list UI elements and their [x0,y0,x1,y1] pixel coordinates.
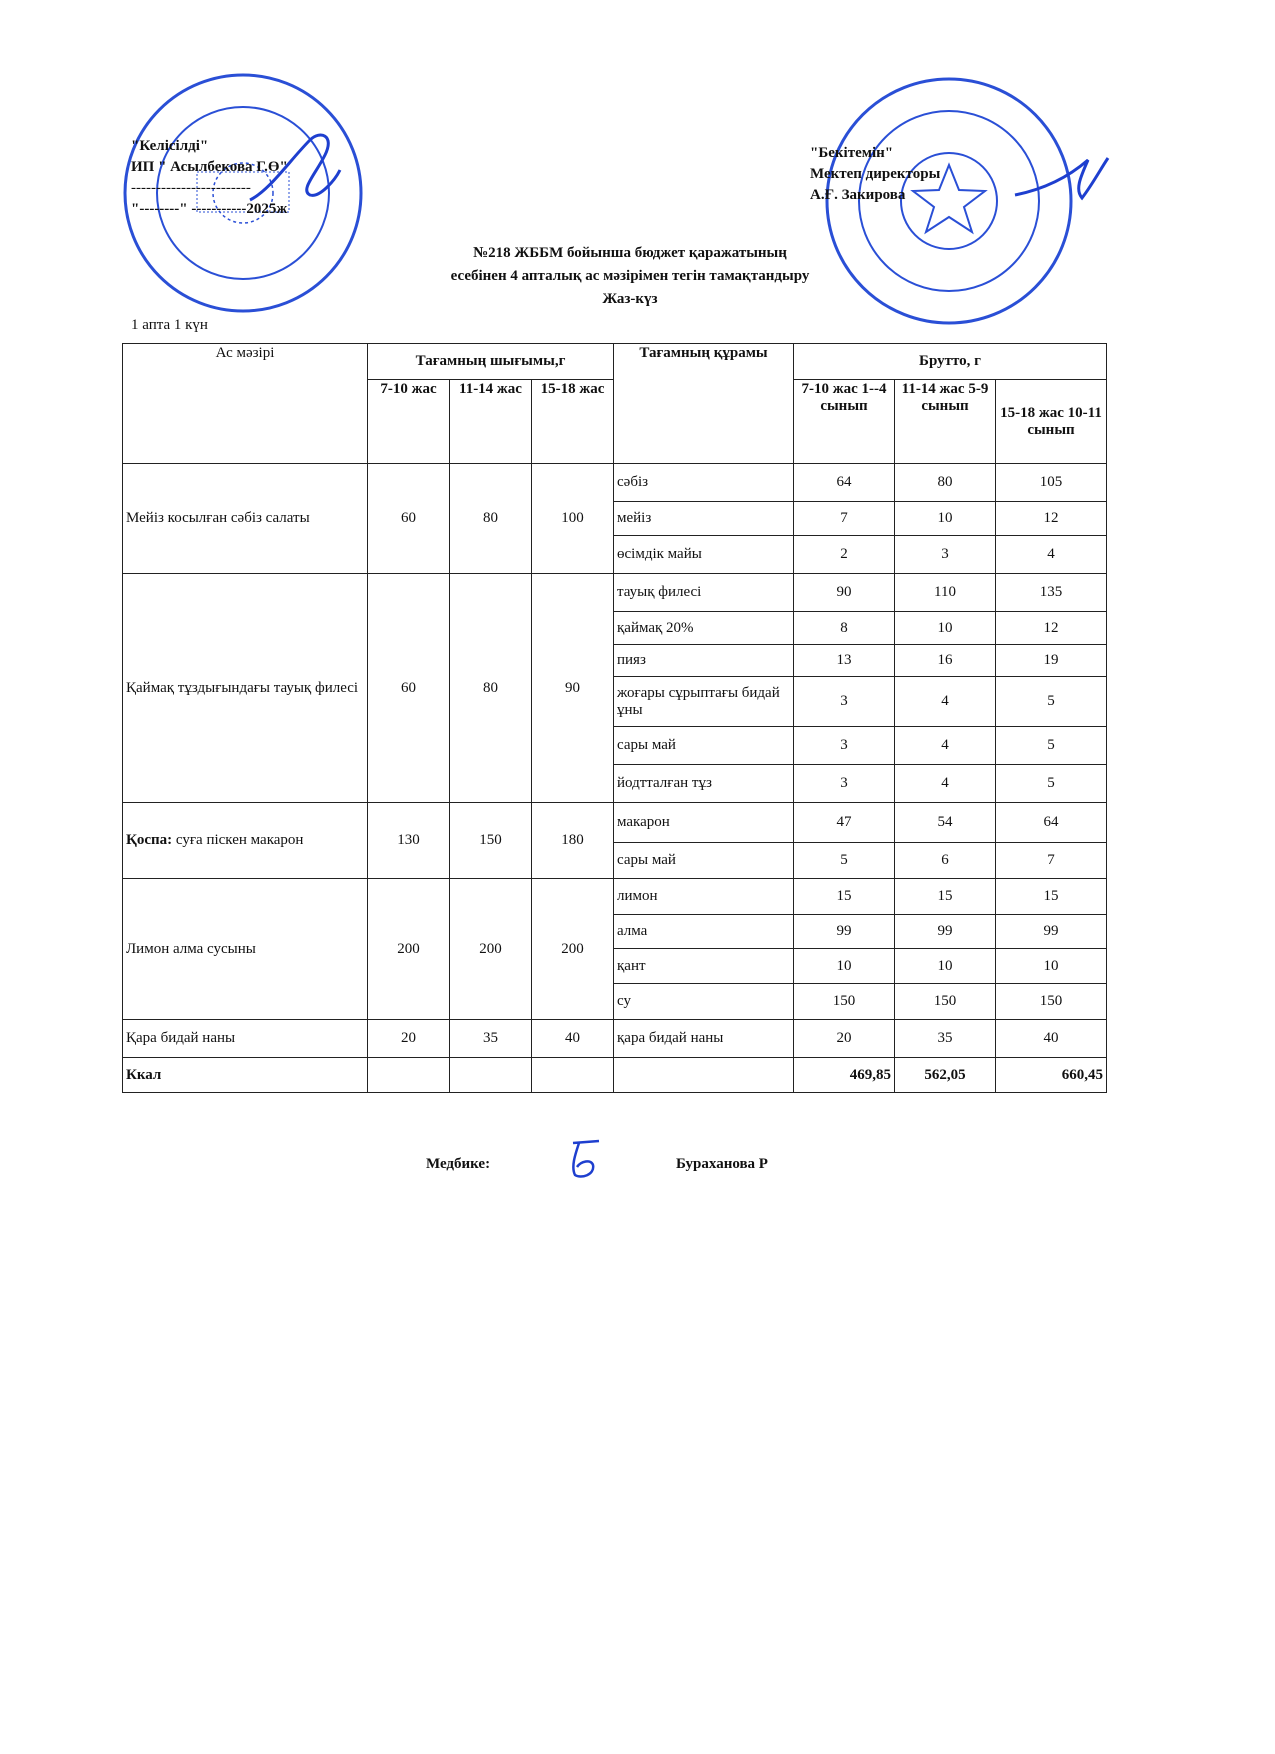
title-line-1: №218 ЖББМ бойынша бюджет қаражатының [473,245,787,261]
brutto-11-14: 16 [895,645,996,677]
brutto-7-10: 3 [794,677,895,727]
menu-table [122,343,1107,1093]
table-row [123,574,1107,612]
header-output: Тағамның шығымы,г [368,344,614,380]
title-line-3: Жаз-күз [602,291,658,307]
brutto-11-14: 10 [895,612,996,645]
brutto-15-18: 135 [996,574,1107,612]
table-row [123,803,1107,843]
dish-name-text: суға піскен макарон [172,832,304,848]
kcal-11-14: 562,05 [895,1058,996,1093]
header-brutto-11-14: 11-14 жас 5-9 сынып [895,380,996,464]
brutto-7-10: 10 [794,949,895,984]
brutto-15-18: 7 [996,843,1107,879]
brutto-11-14: 110 [895,574,996,612]
brutto-15-18: 40 [996,1020,1107,1058]
brutto-15-18: 4 [996,536,1107,574]
output-15-18: 200 [532,879,614,1020]
ingredient: пияз [614,645,794,677]
output-7-10: 130 [368,803,450,879]
nurse-name: Бураханова Р [676,1156,768,1172]
ingredient: сары май [614,727,794,765]
brutto-7-10: 15 [794,879,895,915]
empty-cell [532,1058,614,1093]
brutto-11-14: 4 [895,727,996,765]
brutto-11-14: 4 [895,677,996,727]
brutto-7-10: 13 [794,645,895,677]
header-composition: Тағамның құрамы [614,344,794,464]
director-title: Мектеп директоры [810,166,941,182]
ingredient: сары май [614,843,794,879]
ingredient: алма [614,915,794,949]
dish-name: Қаймақ тұздығындағы тауық филесі [123,574,368,803]
header-out-11-14: 11-14 жас [450,380,532,464]
brutto-11-14: 99 [895,915,996,949]
brutto-15-18: 5 [996,727,1107,765]
kcal-7-10: 469,85 [794,1058,895,1093]
output-15-18: 40 [532,1020,614,1058]
header-brutto: Брутто, г [794,344,1107,380]
output-7-10: 60 [368,464,450,574]
ingredient: тауық филесі [614,574,794,612]
empty-cell [614,1058,794,1093]
total-row [123,1058,1107,1093]
dish-name: Лимон алма сусыны [123,879,368,1020]
brutto-15-18: 150 [996,984,1107,1020]
title-line-2: есебінен 4 апталық ас мәзірімен тегін тамақтандыру [450,268,810,284]
header-menu: Ас мәзірі [123,344,368,464]
output-11-14: 80 [450,574,532,803]
kcal-15-18: 660,45 [996,1058,1107,1093]
brutto-15-18: 5 [996,677,1107,727]
approval-right [810,143,940,206]
brutto-15-18: 12 [996,612,1107,645]
brutto-7-10: 150 [794,984,895,1020]
brutto-7-10: 90 [794,574,895,612]
approval-left [131,136,288,220]
brutto-7-10: 5 [794,843,895,879]
nurse-role: Медбике: [426,1156,491,1172]
brutto-7-10: 7 [794,502,895,536]
brutto-11-14: 10 [895,502,996,536]
brutto-15-18: 19 [996,645,1107,677]
brutto-15-18: 105 [996,464,1107,502]
ingredient: макарон [614,803,794,843]
dish-name: Мейіз косылған сәбіз салаты [123,464,368,574]
ingredient: қант [614,949,794,984]
header-out-7-10: 7-10 жас [368,380,450,464]
ingredient: су [614,984,794,1020]
brutto-11-14: 150 [895,984,996,1020]
brutto-11-14: 15 [895,879,996,915]
brutto-7-10: 2 [794,536,895,574]
output-7-10: 20 [368,1020,450,1058]
empty-cell [368,1058,450,1093]
brutto-11-14: 3 [895,536,996,574]
approve-label: "Бекітемін" [810,145,894,161]
agreed-label: "Келісілді" [131,138,209,154]
approval-date: "--------" -----------2025ж [131,201,288,217]
total-label: Ккал [123,1058,368,1093]
ingredient: қаймақ 20% [614,612,794,645]
output-15-18: 100 [532,464,614,574]
signature-line: ------------------------ [131,180,251,196]
header-brutto-15-18: 15-18 жас 10-11 сынып [996,380,1107,464]
brutto-7-10: 47 [794,803,895,843]
output-11-14: 200 [450,879,532,1020]
brutto-15-18: 12 [996,502,1107,536]
director-name: А.Ғ. Закирова [810,187,906,203]
table-header-row [123,344,1107,380]
ingredient: мейіз [614,502,794,536]
output-11-14: 150 [450,803,532,879]
brutto-15-18: 5 [996,765,1107,803]
dish-name [123,803,368,879]
output-15-18: 180 [532,803,614,879]
header-brutto-7-10: 7-10 жас 1--4 сынып [794,380,895,464]
brutto-11-14: 6 [895,843,996,879]
header-out-15-18: 15-18 жас [532,380,614,464]
brutto-7-10: 99 [794,915,895,949]
brutto-15-18: 15 [996,879,1107,915]
director-signature [1010,150,1120,210]
ingredient: қара бидай наны [614,1020,794,1058]
brutto-7-10: 8 [794,612,895,645]
brutto-11-14: 80 [895,464,996,502]
brutto-11-14: 35 [895,1020,996,1058]
dish-name-prefix: Қоспа: [126,832,173,848]
brutto-15-18: 10 [996,949,1107,984]
dish-name: Қара бидай наны [123,1020,368,1058]
ingredient: лимон [614,879,794,915]
brutto-7-10: 3 [794,727,895,765]
output-7-10: 200 [368,879,450,1020]
brutto-7-10: 3 [794,765,895,803]
brutto-11-14: 4 [895,765,996,803]
brutto-7-10: 20 [794,1020,895,1058]
ingredient: сәбіз [614,464,794,502]
brutto-11-14: 54 [895,803,996,843]
output-7-10: 60 [368,574,450,803]
table-row [123,1020,1107,1058]
output-15-18: 90 [532,574,614,803]
supplier-name: ИП " Асылбекова Г.Ө" [131,159,288,175]
brutto-7-10: 64 [794,464,895,502]
brutto-15-18: 64 [996,803,1107,843]
day-label: 1 апта 1 күн [131,317,208,333]
output-11-14: 35 [450,1020,532,1058]
document-title [330,242,930,311]
table-row [123,879,1107,915]
ingredient: йодтталған тұз [614,765,794,803]
brutto-11-14: 10 [895,949,996,984]
brutto-15-18: 99 [996,915,1107,949]
ingredient: өсімдік майы [614,536,794,574]
nurse-signature [565,1135,615,1185]
ingredient: жоғары сұрыптағы бидай ұны [614,677,794,727]
table-row [123,464,1107,502]
output-11-14: 80 [450,464,532,574]
empty-cell [450,1058,532,1093]
